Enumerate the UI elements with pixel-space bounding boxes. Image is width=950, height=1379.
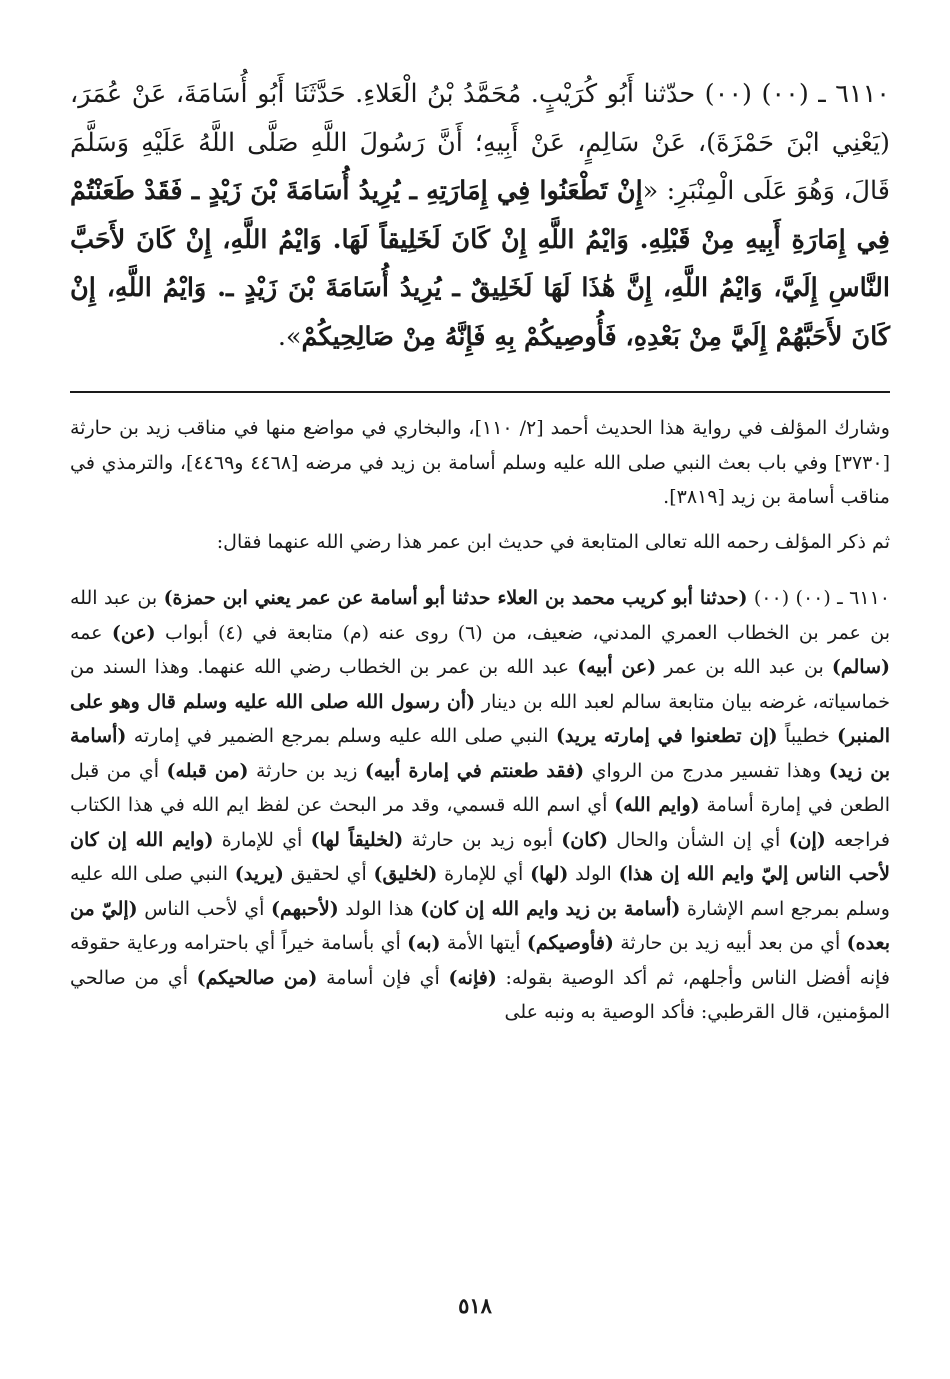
commentary-paragraph: ٦١١٠ ـ (٠٠) (٠٠) (حدثنا أبو كريب محمد بن العلاء حدثنا أبو أسامة عن عمر يعني ابن حمزة) بن عبد الله بن عمر بن الخطاب العمري المدني، ضعيف، من (٦) روى عنه (م) متابعة في (٤) أبواب (عن) عمه (سالم) بن عبد الله بن عمر (عن أبيه) عبد الله بن عمر بن الخطاب رضي الله عنهما. وهذا السند من خماسياته، غرضه بيان متابعة سالم لعبد الله بن دينار (أن رسول الله صلى الله عليه وسلم قال وهو على المنبر) خطيباً (إن تطعنوا في إمارته يريد) النبي صلى الله عليه وسلم بمرجع الضمير في إمارته (أسامة بن زيد) وهذا تفسير مدرج من الرواي (فقد طعنتم في إمارة أبيه) زيد بن حارثة (من قبله) أي من قبل الطعن في إمارة أسامة (وايم الله) أي اسم الله قسمي، وقد مر البحث عن لفظ ايم الله في هذا الكتاب فراجعه (إن) أي إن الشأن والحال (كان) أبوه زيد بن حارثة (لخليقاً لها) أي للإمارة (وايم الله إن كان لأحب الناس إليّ وايم الله إن هذا) الولد (لها) أي للإمارة (لخليق) أي لحقيق (يريد) النبي صلى الله عليه وسلم بمرجع اسم الإشارة (أسامة بن زيد وايم الله إن كان) هذا الولد (لأحبهم) أي لأحب الناس (إليّ من بعده) أي من بعد أبيه زيد بن حارثة (فأوصيكم) أيتها الأمة (به) أي بأسامة خيراً أي باحترامه ورعاية حقوقه فإنه أفضل الناس وأجلهم، ثم أكد الوصية بقوله: (فإنه) أي فإن أسامة (من صالحيكم) أي من صالحي المؤمنين، قال القرطبي: فأكد الوصية به ونبه على (70, 587, 891, 1023)
page-body (70, 70, 890, 1030)
hadith-text: ٦١١٠ ـ (٠٠) (٠٠) حدّثنا أَبُو كُرَيْبٍ. مُحَمَّدُ بْنُ الْعَلاءِ. حَدَّثَنَا أَبُو أُسَامَةَ، عَنْ عُمَرَ، (يَعْنِي ابْنَ حَمْزَةَ)، عَنْ سَالِمٍ، عَنْ أَبِيهِ؛ أَنَّ رَسُولَ اللَّهِ صَلَّى اللَّهُ عَلَيْهِ وَسَلَّمَ قَالَ، وَهُوَ عَلَى الْمِنْبَرِ: «إِنْ تَطْعَنُوا فِي إِمَارَتِهِ ـ يُرِيدُ أُسَامَةَ بْنَ زَيْدٍ ـ فَقَدْ طَعَنْتُمْ فِي إِمَارَةِ أَبِيهِ مِنْ قَبْلِهِ. وَايْمُ اللَّهِ إِنْ كَانَ لَخَلِيقاً لَهَا. وَايْمُ اللَّهِ، إِنْ كَانَ لأَحَبَّ النَّاسِ إِلَيَّ، وَايْمُ اللَّهِ، إِنَّ هَٰذَا لَهَا لَخَلِيقٌ ـ يُرِيدُ أُسَامَةَ بْنَ زَيْدٍ ـ. وَايْمُ اللَّهِ، إِنْ كَانَ لأَحَبَّهُمْ إِلَيَّ مِنْ بَعْدِهِ، فَأُوصِيكُمْ بِهِ فَإِنَّهُ مِنْ صَالِحِيكُمْ». (70, 79, 891, 352)
footnote-divider (70, 391, 890, 393)
mutabaah-intro: ثم ذكر المؤلف رحمه الله تعالى المتابعة في حديث ابن عمر هذا رضي الله عنهما فقال: (216, 530, 890, 553)
takhrij-note: وشارك المؤلف في رواية هذا الحديث أحمد [٢/ ١١٠]، والبخاري في مواضع منها في مناقب زيد بن حارثة [٣٧٣٠] وفي باب بعث النبي صلى الله عليه وسلم أسامة بن زيد في مرضه [٤٤٦٨ و٤٤٦٩]، والترمذي في مناقب أسامة بن زيد [٣٨١٩]. (70, 417, 890, 508)
hadith-quote: إِنْ تَطْعَنُوا فِي إِمَارَتِهِ ـ يُرِيدُ أُسَامَةَ بْنَ زَيْدٍ ـ فَقَدْ طَعَنْتُمْ فِي إِمَارَةِ أَبِيهِ مِنْ قَبْلِهِ. وَايْمُ اللَّهِ إِنْ كَانَ لَخَلِيقاً لَهَا. وَايْمُ اللَّهِ، إِنْ كَانَ لأَحَبَّ النَّاسِ إِلَيَّ، وَايْمُ اللَّهِ، إِنَّ هَٰذَا لَهَا لَخَلِيقٌ ـ يُرِيدُ أُسَامَةَ بْنَ زَيْدٍ ـ. وَايْمُ اللَّهِ، إِنْ كَانَ لأَحَبَّهُمْ إِلَيَّ مِنْ بَعْدِهِ، فَأُوصِيكُمْ بِهِ فَإِنَّهُ مِنْ صَالِحِيكُمْ (70, 176, 890, 352)
page-number: ٥١٨ (458, 1293, 492, 1318)
